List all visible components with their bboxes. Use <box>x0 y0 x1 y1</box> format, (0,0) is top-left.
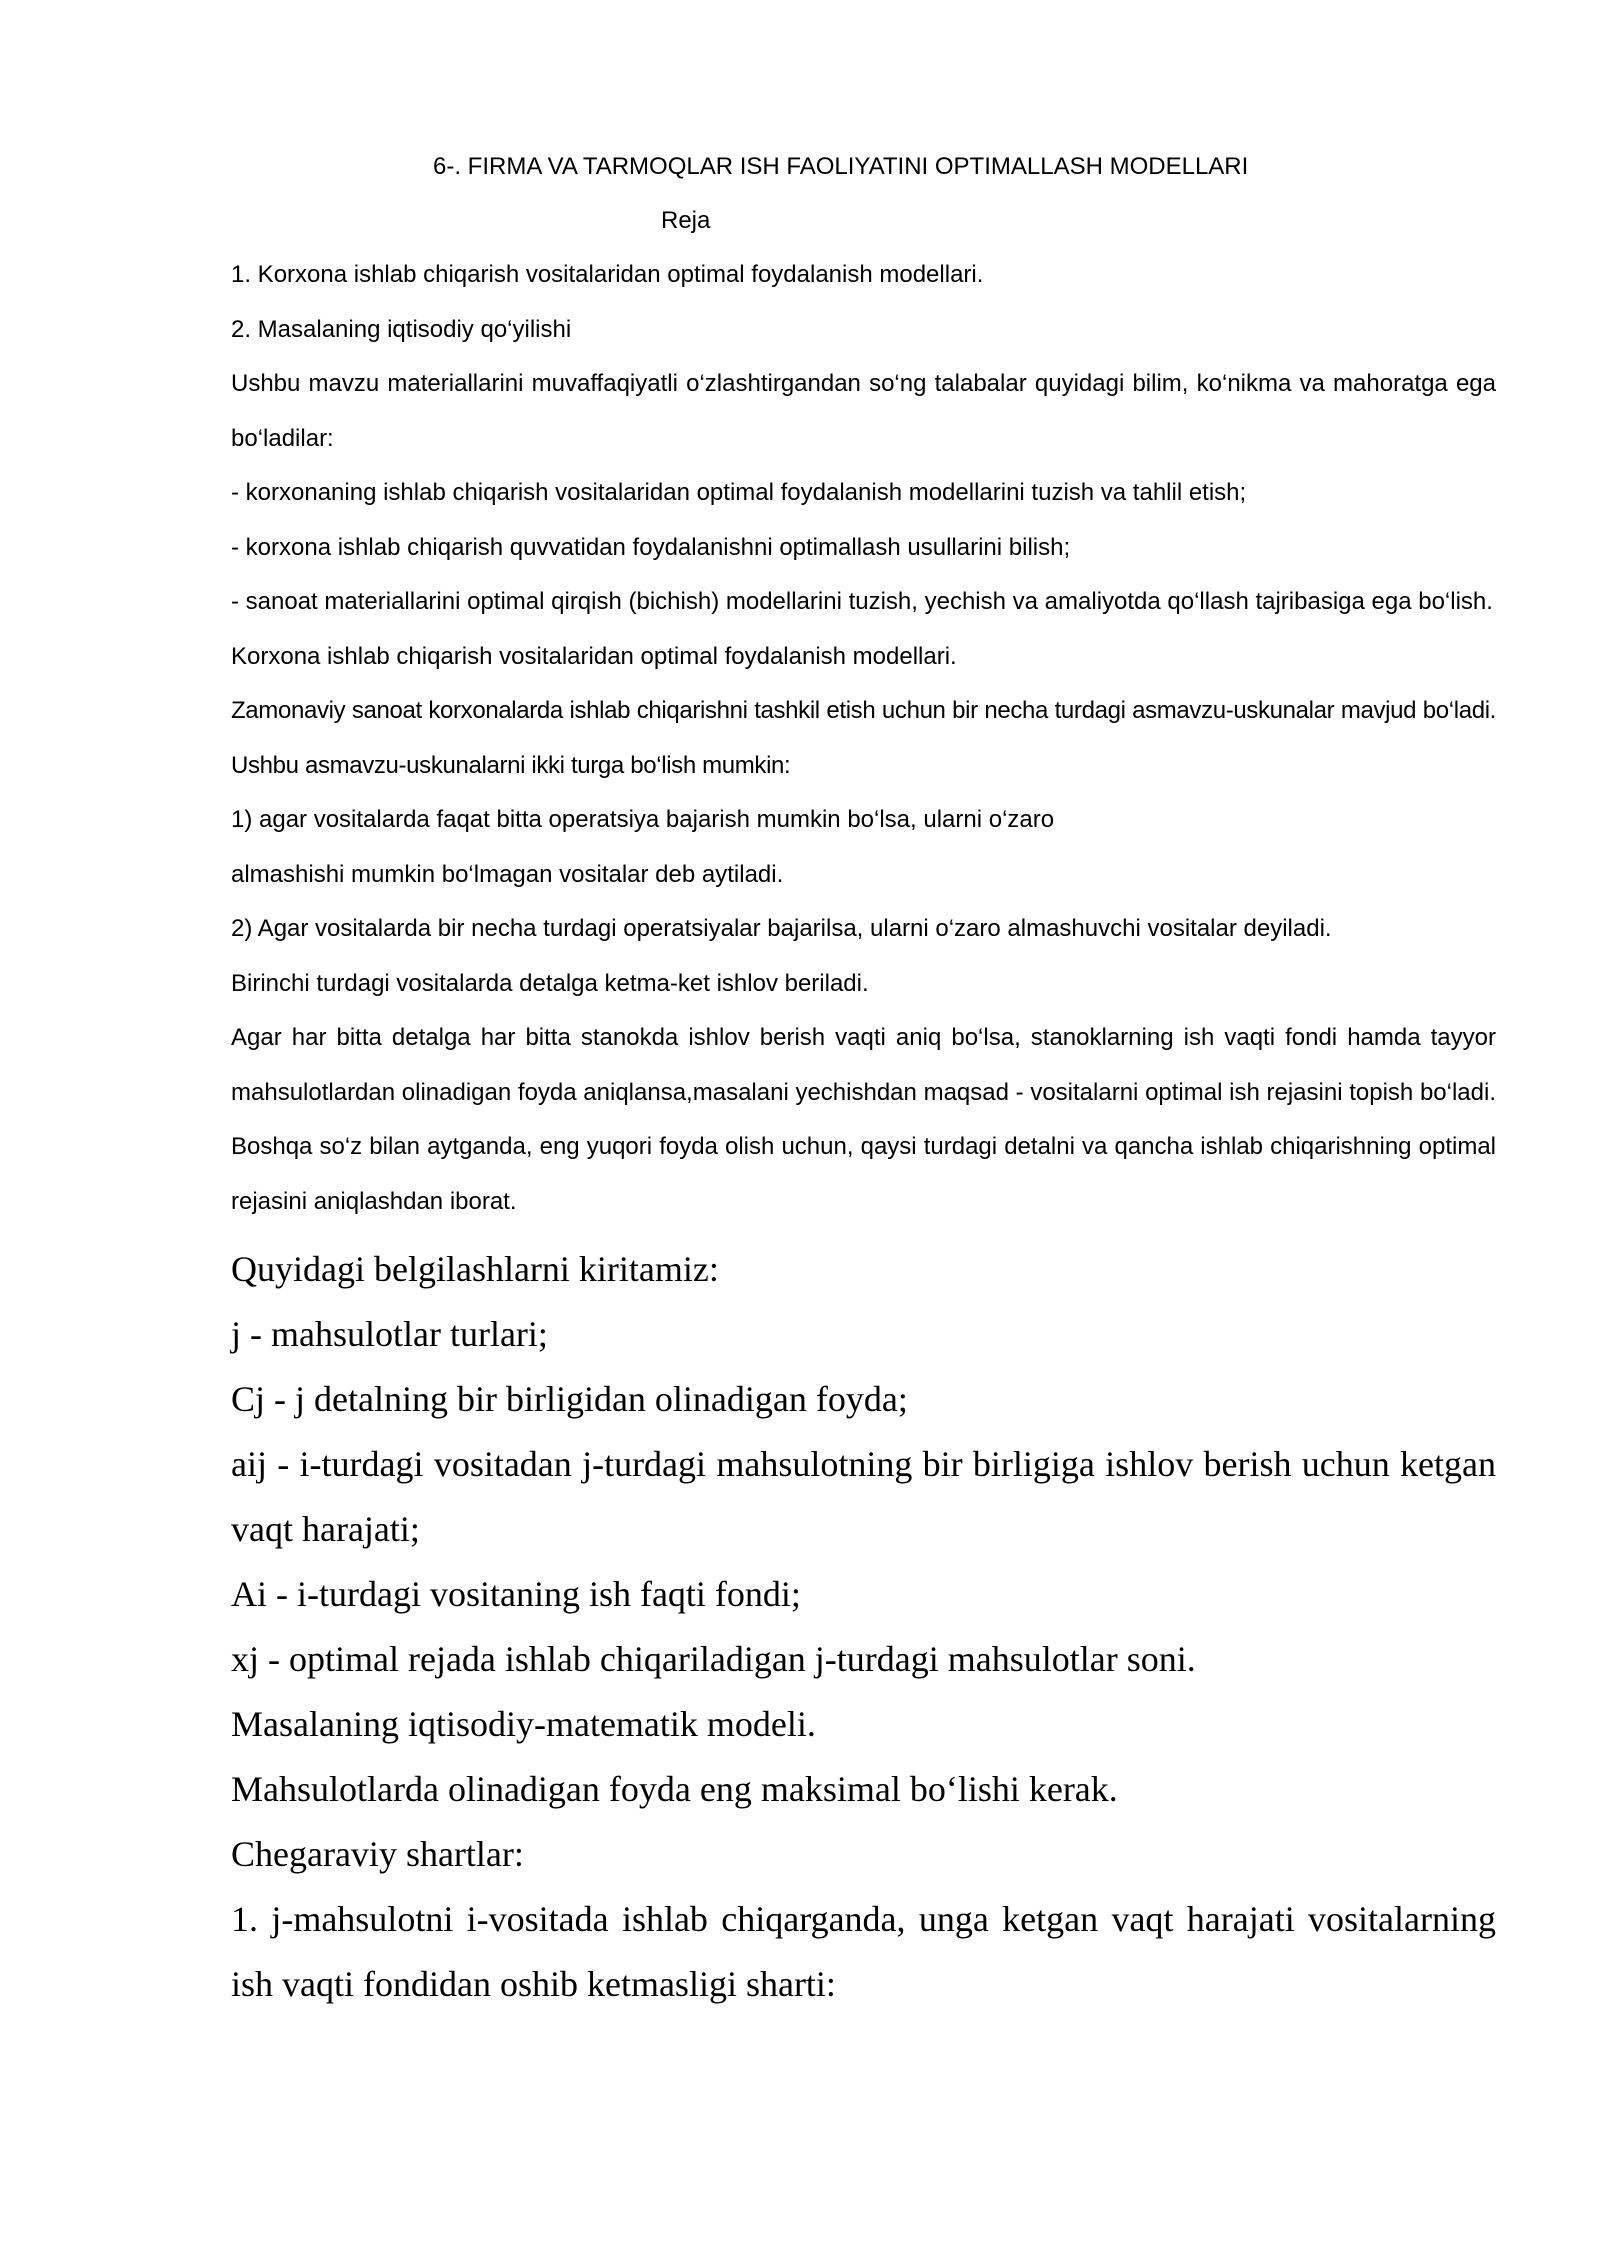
plan-heading: Reja <box>661 207 711 234</box>
constraints-heading: Chegaraviy shartlar: <box>231 1834 524 1874</box>
plan-item: 2. Masalaning iqtisodiy qo‘yilishi <box>231 315 572 343</box>
notation-intro: Quyidagi belgilashlarni kiritamiz: <box>231 1249 719 1289</box>
notation-item: xj - optimal rejada ishlab chiqariladigan j-turdagi mahsulotlar soni. <box>231 1639 1196 1679</box>
case-1-line-1: 1) agar vositalarda faqat bitta operatsiya bajarish mumkin bo‘lsa, ularni o‘zaro <box>231 806 1055 833</box>
notation-item: aij - i-turdagi vositadan j-turdagi mahsulotning bir birligiga ishlov berish uchun ketgan vaqt harajati; <box>231 1444 1496 1549</box>
plan-item: 1. Korxona ishlab chiqarish vositalaridan optimal foydalanish modellari. <box>231 261 984 288</box>
case-1-line-2: almashishi mumkin bo‘lmagan vositalar deb aytiladi. <box>231 860 784 888</box>
notation-item: Ai - i-turdagi vositaning ish faqti fondi; <box>231 1574 801 1614</box>
intro-paragraph: Ushbu mavzu materiallarini muvaffaqiyatli o‘zlashtirgandan so‘ng talabalar quyidagi bilim, ko‘nikma va mahoratga ega bo‘ladilar: <box>231 370 1496 452</box>
notation-section <box>231 1237 1496 2017</box>
first-type-note: Birinchi turdagi vositalarda detalga ketma-ket ishlov beriladi. <box>231 969 869 997</box>
case-2: 2) Agar vositalarda bir necha turdagi operatsiyalar bajarilsa, ularni o‘zaro almashuvchi vositalar deyiladi. <box>231 915 1332 942</box>
notation-item: Cj - j detalning bir birligidan olinadigan foyda; <box>231 1379 908 1419</box>
outcome-item: - korxonaning ishlab chiqarish vositalaridan optimal foydalanish modellarini tuzish va tahlil etish; <box>231 479 1247 506</box>
outcome-item: - sanoat materiallarini optimal qirqish (bichish) modellarini tuzish, yechish va amaliyotda qo‘llash tajribasiga ega bo‘lish. <box>231 588 1493 615</box>
notation-item: j - mahsulotlar turlari; <box>231 1314 548 1354</box>
outcome-item: - korxona ishlab chiqarish quvvatidan foydalanishni optimallash usullarini bilish; <box>231 533 1071 561</box>
constraint-1: 1. j-mahsulotni i-vositada ishlab chiqarganda, unga ketgan vaqt harajati vositalarning ish vaqti fondidan oshib ketmasligi sharti: <box>231 1899 1496 2004</box>
paragraph-modern-enterprises: Zamonaviy sanoat korxonalarda ishlab chiqarishni tashkil etish uchun bir necha turdagi asmavzu-uskunalar mavjud bo‘ladi. Ushbu asmavzu-uskunalarni ikki turga bo‘lish mumkin: <box>231 697 1496 779</box>
model-heading: Masalaning iqtisodiy-matematik modeli. <box>231 1704 816 1744</box>
document-body <box>231 140 1496 2017</box>
paragraph-goal: Agar har bitta detalga har bitta stanokda ishlov berish vaqti aniq bo‘lsa, stanoklarning ish vaqti fondi hamda tayyor mahsulotlardan olinadigan foyda aniqlansa,masalani yechishdan maqsad - vositalarni optimal ish rejasini topish bo‘ladi. Boshqa so‘z bilan aytganda, eng yuqori foyda olish uchun, qaysi turdagi detalni va qancha ishlab chiqarishning optimal rejasini aniqlashdan iborat. <box>231 1024 1496 1215</box>
objective: Mahsulotlarda olinadigan foyda eng maksimal bo‘lishi kerak. <box>231 1769 1118 1809</box>
section-heading: Korxona ishlab chiqarish vositalaridan optimal foydalanish modellari. <box>231 642 957 670</box>
document-title: 6-. FIRMA VA TARMOQLAR ISH FAOLIYATINI OPTIMALLASH MODELLARI <box>433 153 1249 180</box>
